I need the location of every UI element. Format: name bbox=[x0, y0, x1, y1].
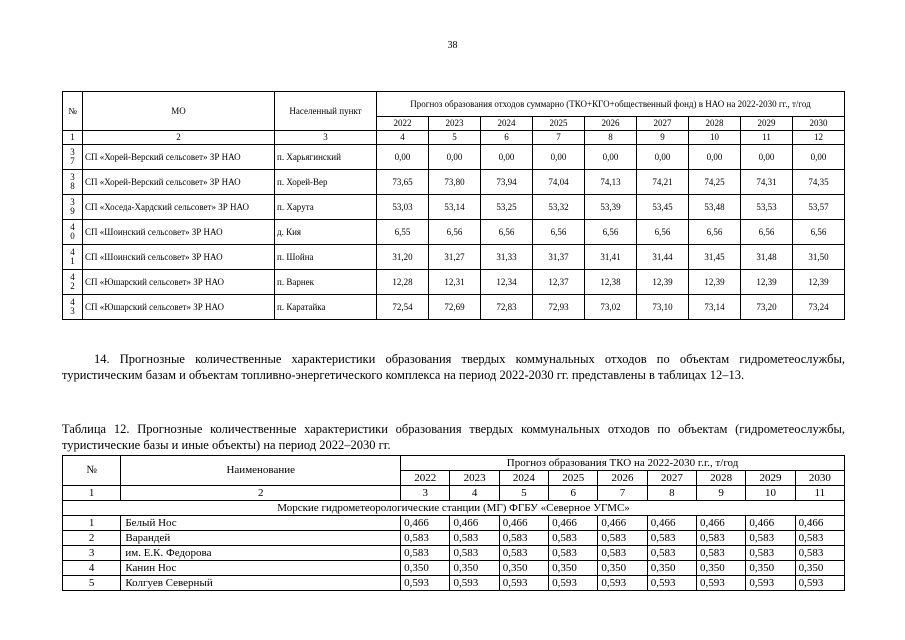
table1-column-number: 3 bbox=[275, 131, 377, 145]
row-number-part: 4 bbox=[70, 272, 75, 282]
table12-caption: Таблица 12. Прогнозные количественные характеристики образования твердых коммунальных отходов по объектам (гидрометеослужбы, туристические базы и иные объекты) на период 2022–2030 гг. bbox=[62, 422, 845, 452]
table2-year-header: 2025 bbox=[549, 471, 598, 486]
settlement-cell: п. Каратайка bbox=[275, 295, 377, 320]
value-cell: 31,44 bbox=[637, 245, 689, 270]
row-number-part: 3 bbox=[70, 306, 75, 316]
table2-header-name: Наименование bbox=[121, 456, 401, 486]
table2-column-number: 1 bbox=[63, 486, 121, 501]
value-cell: 0,583 bbox=[746, 531, 795, 546]
value-cell: 74,31 bbox=[741, 170, 793, 195]
row-number bbox=[63, 145, 83, 170]
value-cell: 0,00 bbox=[429, 145, 481, 170]
value-cell: 74,35 bbox=[793, 170, 845, 195]
table2-column-number: 9 bbox=[697, 486, 746, 501]
value-cell: 31,37 bbox=[533, 245, 585, 270]
value-cell: 6,56 bbox=[585, 220, 637, 245]
value-cell: 0,593 bbox=[549, 576, 598, 591]
row-number-part: 7 bbox=[70, 156, 75, 166]
value-cell: 12,39 bbox=[741, 270, 793, 295]
value-cell: 0,583 bbox=[697, 531, 746, 546]
value-cell: 0,583 bbox=[746, 546, 795, 561]
value-cell: 6,56 bbox=[429, 220, 481, 245]
value-cell: 0,466 bbox=[697, 516, 746, 531]
table1-column-number: 4 bbox=[377, 131, 429, 145]
table-row bbox=[63, 295, 845, 320]
value-cell: 72,83 bbox=[481, 295, 533, 320]
value-cell: 0,350 bbox=[549, 561, 598, 576]
settlement-cell: п. Шойна bbox=[275, 245, 377, 270]
value-cell: 73,94 bbox=[481, 170, 533, 195]
table2-column-number: 6 bbox=[549, 486, 598, 501]
value-cell: 0,350 bbox=[795, 561, 844, 576]
settlement-cell: п. Хорей-Вер bbox=[275, 170, 377, 195]
row-number: 2 bbox=[63, 531, 121, 546]
municipality-cell: СП «Хорей-Верский сельсовет» ЗР НАО bbox=[83, 170, 275, 195]
value-cell: 72,69 bbox=[429, 295, 481, 320]
value-cell: 6,55 bbox=[377, 220, 429, 245]
table1-year-header: 2029 bbox=[741, 117, 793, 131]
value-cell: 72,54 bbox=[377, 295, 429, 320]
table1-column-numbers-row bbox=[63, 131, 845, 145]
row-number bbox=[63, 170, 83, 195]
value-cell: 53,03 bbox=[377, 195, 429, 220]
table2-section-row bbox=[63, 501, 845, 516]
value-cell: 6,56 bbox=[637, 220, 689, 245]
table1-header-forecast: Прогноз образования отходов суммарно (ТКО+КГО+общественный фонд) в НАО на 2022-2030 гг., т/год bbox=[377, 92, 845, 117]
value-cell: 0,593 bbox=[450, 576, 499, 591]
value-cell: 0,583 bbox=[499, 546, 548, 561]
table1-column-number: 6 bbox=[481, 131, 533, 145]
table2-column-number: 5 bbox=[499, 486, 548, 501]
value-cell: 0,583 bbox=[549, 531, 598, 546]
value-cell: 73,65 bbox=[377, 170, 429, 195]
value-cell: 0,583 bbox=[401, 546, 450, 561]
table-row bbox=[63, 561, 845, 576]
municipality-cell: СП «Юшарский сельсовет» ЗР НАО bbox=[83, 295, 275, 320]
value-cell: 74,21 bbox=[637, 170, 689, 195]
row-number: 1 bbox=[63, 516, 121, 531]
table-row bbox=[63, 531, 845, 546]
value-cell: 73,10 bbox=[637, 295, 689, 320]
value-cell: 73,80 bbox=[429, 170, 481, 195]
table2-year-header: 2028 bbox=[697, 471, 746, 486]
value-cell: 53,25 bbox=[481, 195, 533, 220]
value-cell: 12,31 bbox=[429, 270, 481, 295]
value-cell: 0,583 bbox=[549, 546, 598, 561]
table-row bbox=[63, 546, 845, 561]
value-cell: 0,00 bbox=[377, 145, 429, 170]
value-cell: 0,583 bbox=[697, 546, 746, 561]
value-cell: 0,583 bbox=[795, 546, 844, 561]
value-cell: 0,593 bbox=[499, 576, 548, 591]
table1-year-header: 2028 bbox=[689, 117, 741, 131]
row-number: 3 bbox=[63, 546, 121, 561]
table1-year-header: 2025 bbox=[533, 117, 585, 131]
value-cell: 31,45 bbox=[689, 245, 741, 270]
table2-year-header: 2029 bbox=[746, 471, 795, 486]
value-cell: 0,00 bbox=[533, 145, 585, 170]
value-cell: 6,56 bbox=[793, 220, 845, 245]
value-cell: 0,350 bbox=[746, 561, 795, 576]
value-cell: 0,583 bbox=[401, 531, 450, 546]
municipality-cell: СП «Хоседа-Хардский сельсовет» ЗР НАО bbox=[83, 195, 275, 220]
table1-header-place: Населенный пункт bbox=[275, 92, 377, 131]
value-cell: 12,39 bbox=[793, 270, 845, 295]
table2-column-number: 11 bbox=[795, 486, 844, 501]
table2-header-forecast: Прогноз образования ТКО на 2022-2030 г.г., т/год bbox=[401, 456, 845, 471]
value-cell: 0,593 bbox=[647, 576, 696, 591]
row-number bbox=[63, 295, 83, 320]
row-number-part: 9 bbox=[70, 206, 75, 216]
row-number-part: 4 bbox=[70, 247, 75, 257]
value-cell: 31,41 bbox=[585, 245, 637, 270]
row-number-part: 2 bbox=[70, 281, 75, 291]
value-cell: 12,37 bbox=[533, 270, 585, 295]
value-cell: 53,57 bbox=[793, 195, 845, 220]
municipality-cell: СП «Шоинский сельсовет» ЗР НАО bbox=[83, 245, 275, 270]
table1-column-number: 12 bbox=[793, 131, 845, 145]
value-cell: 0,466 bbox=[401, 516, 450, 531]
settlement-cell: п. Харьягинский bbox=[275, 145, 377, 170]
table2-year-header: 2026 bbox=[598, 471, 647, 486]
value-cell: 0,466 bbox=[450, 516, 499, 531]
table2-header-num: № bbox=[63, 456, 121, 486]
table1-year-header: 2022 bbox=[377, 117, 429, 131]
row-number-part: 3 bbox=[70, 172, 75, 182]
value-cell: 72,93 bbox=[533, 295, 585, 320]
table2-column-number: 10 bbox=[746, 486, 795, 501]
value-cell: 53,39 bbox=[585, 195, 637, 220]
value-cell: 0,466 bbox=[746, 516, 795, 531]
value-cell: 0,583 bbox=[598, 546, 647, 561]
row-number-part: 4 bbox=[70, 222, 75, 232]
value-cell: 31,50 bbox=[793, 245, 845, 270]
value-cell: 53,32 bbox=[533, 195, 585, 220]
value-cell: 0,593 bbox=[697, 576, 746, 591]
station-name-cell: Колгуев Северный bbox=[121, 576, 401, 591]
row-number bbox=[63, 270, 83, 295]
table-row bbox=[63, 170, 845, 195]
row-number bbox=[63, 220, 83, 245]
settlement-cell: п. Харута bbox=[275, 195, 377, 220]
value-cell: 0,593 bbox=[746, 576, 795, 591]
value-cell: 0,583 bbox=[450, 546, 499, 561]
table2-year-header: 2022 bbox=[401, 471, 450, 486]
value-cell: 12,38 bbox=[585, 270, 637, 295]
row-number-part: 1 bbox=[70, 256, 75, 266]
value-cell: 0,466 bbox=[499, 516, 548, 531]
table-row bbox=[63, 270, 845, 295]
table1-year-header: 2026 bbox=[585, 117, 637, 131]
value-cell: 0,593 bbox=[401, 576, 450, 591]
station-name-cell: Варандей bbox=[121, 531, 401, 546]
table1-column-number: 9 bbox=[637, 131, 689, 145]
value-cell: 0,593 bbox=[795, 576, 844, 591]
value-cell: 53,53 bbox=[741, 195, 793, 220]
table1-column-number: 7 bbox=[533, 131, 585, 145]
table1-column-number: 10 bbox=[689, 131, 741, 145]
station-name-cell: Канин Нос bbox=[121, 561, 401, 576]
table12-hydromet-stations bbox=[62, 455, 845, 591]
value-cell: 12,39 bbox=[637, 270, 689, 295]
table2-year-header: 2024 bbox=[499, 471, 548, 486]
value-cell: 12,28 bbox=[377, 270, 429, 295]
table-row bbox=[63, 195, 845, 220]
row-number-part: 4 bbox=[70, 297, 75, 307]
table1-header-num: № bbox=[63, 92, 83, 131]
value-cell: 0,350 bbox=[401, 561, 450, 576]
table-row bbox=[63, 145, 845, 170]
value-cell: 73,24 bbox=[793, 295, 845, 320]
value-cell: 74,25 bbox=[689, 170, 741, 195]
station-name-cell: Белый Нос bbox=[121, 516, 401, 531]
table1-header-row bbox=[63, 92, 845, 117]
value-cell: 31,33 bbox=[481, 245, 533, 270]
value-cell: 0,00 bbox=[689, 145, 741, 170]
value-cell: 6,56 bbox=[741, 220, 793, 245]
value-cell: 74,13 bbox=[585, 170, 637, 195]
value-cell: 0,583 bbox=[450, 531, 499, 546]
page-number: 38 bbox=[447, 40, 458, 51]
table2-column-numbers-row bbox=[63, 486, 845, 501]
municipality-cell: СП «Хорей-Верский сельсовет» ЗР НАО bbox=[83, 145, 275, 170]
table1-column-number: 2 bbox=[83, 131, 275, 145]
row-number bbox=[63, 195, 83, 220]
value-cell: 53,45 bbox=[637, 195, 689, 220]
row-number-part: 3 bbox=[70, 147, 75, 157]
value-cell: 6,56 bbox=[533, 220, 585, 245]
value-cell: 0,00 bbox=[793, 145, 845, 170]
value-cell: 0,350 bbox=[598, 561, 647, 576]
value-cell: 31,48 bbox=[741, 245, 793, 270]
value-cell: 0,583 bbox=[795, 531, 844, 546]
value-cell: 31,27 bbox=[429, 245, 481, 270]
value-cell: 74,04 bbox=[533, 170, 585, 195]
row-number-part: 3 bbox=[70, 197, 75, 207]
value-cell: 6,56 bbox=[689, 220, 741, 245]
value-cell: 53,48 bbox=[689, 195, 741, 220]
table2-column-number: 2 bbox=[121, 486, 401, 501]
value-cell: 0,466 bbox=[598, 516, 647, 531]
value-cell: 0,466 bbox=[647, 516, 696, 531]
row-number bbox=[63, 245, 83, 270]
table2-column-number: 4 bbox=[450, 486, 499, 501]
settlement-cell: д. Кия bbox=[275, 220, 377, 245]
value-cell: 0,583 bbox=[499, 531, 548, 546]
table-row bbox=[63, 220, 845, 245]
table1-column-number: 8 bbox=[585, 131, 637, 145]
value-cell: 0,00 bbox=[585, 145, 637, 170]
table2-header-row bbox=[63, 456, 845, 471]
row-number: 5 bbox=[63, 576, 121, 591]
value-cell: 0,350 bbox=[450, 561, 499, 576]
paragraph-14: 14. Прогнозные количественные характеристики образования твердых коммунальных отходов по объектам гидрометеослужбы, туристическим базам и объектам топливно-энергетического комплекса на период 2022-2030 гг. представлены в таблицах 12–13. bbox=[62, 352, 845, 382]
row-number-part: 8 bbox=[70, 181, 75, 191]
value-cell: 0,00 bbox=[481, 145, 533, 170]
table-row bbox=[63, 576, 845, 591]
value-cell: 0,00 bbox=[741, 145, 793, 170]
table1-year-header: 2024 bbox=[481, 117, 533, 131]
value-cell: 0,583 bbox=[598, 531, 647, 546]
value-cell: 6,56 bbox=[481, 220, 533, 245]
table1-year-header: 2030 bbox=[793, 117, 845, 131]
table1-year-header: 2027 bbox=[637, 117, 689, 131]
value-cell: 0,593 bbox=[598, 576, 647, 591]
value-cell: 73,14 bbox=[689, 295, 741, 320]
value-cell: 0,350 bbox=[499, 561, 548, 576]
station-name-cell: им. Е.К. Федорова bbox=[121, 546, 401, 561]
table2-year-header: 2023 bbox=[450, 471, 499, 486]
value-cell: 31,20 bbox=[377, 245, 429, 270]
table2-column-number: 3 bbox=[401, 486, 450, 501]
row-number-part: 0 bbox=[70, 231, 75, 241]
table2-section-title: Морские гидрометеорологические станции (МГ) ФГБУ «Северное УГМС» bbox=[63, 501, 845, 516]
municipality-cell: СП «Шоинский сельсовет» ЗР НАО bbox=[83, 220, 275, 245]
value-cell: 53,14 bbox=[429, 195, 481, 220]
value-cell: 73,02 bbox=[585, 295, 637, 320]
table2-year-header: 2030 bbox=[795, 471, 844, 486]
municipality-cell: СП «Юшарский сельсовет» ЗР НАО bbox=[83, 270, 275, 295]
value-cell: 0,350 bbox=[697, 561, 746, 576]
waste-forecast-table-nao bbox=[62, 91, 845, 320]
table2-column-number: 7 bbox=[598, 486, 647, 501]
value-cell: 0,583 bbox=[647, 531, 696, 546]
table1-year-header: 2023 bbox=[429, 117, 481, 131]
row-number: 4 bbox=[63, 561, 121, 576]
table-row bbox=[63, 245, 845, 270]
value-cell: 0,466 bbox=[549, 516, 598, 531]
table2-year-header: 2027 bbox=[647, 471, 696, 486]
table-row bbox=[63, 516, 845, 531]
value-cell: 0,350 bbox=[647, 561, 696, 576]
value-cell: 0,00 bbox=[637, 145, 689, 170]
table1-column-number: 11 bbox=[741, 131, 793, 145]
value-cell: 73,20 bbox=[741, 295, 793, 320]
value-cell: 0,466 bbox=[795, 516, 844, 531]
table1-header-mo: МО bbox=[83, 92, 275, 131]
value-cell: 0,583 bbox=[647, 546, 696, 561]
value-cell: 12,34 bbox=[481, 270, 533, 295]
table1-column-number: 1 bbox=[63, 131, 83, 145]
value-cell: 12,39 bbox=[689, 270, 741, 295]
table2-column-number: 8 bbox=[647, 486, 696, 501]
settlement-cell: п. Варнек bbox=[275, 270, 377, 295]
table1-column-number: 5 bbox=[429, 131, 481, 145]
